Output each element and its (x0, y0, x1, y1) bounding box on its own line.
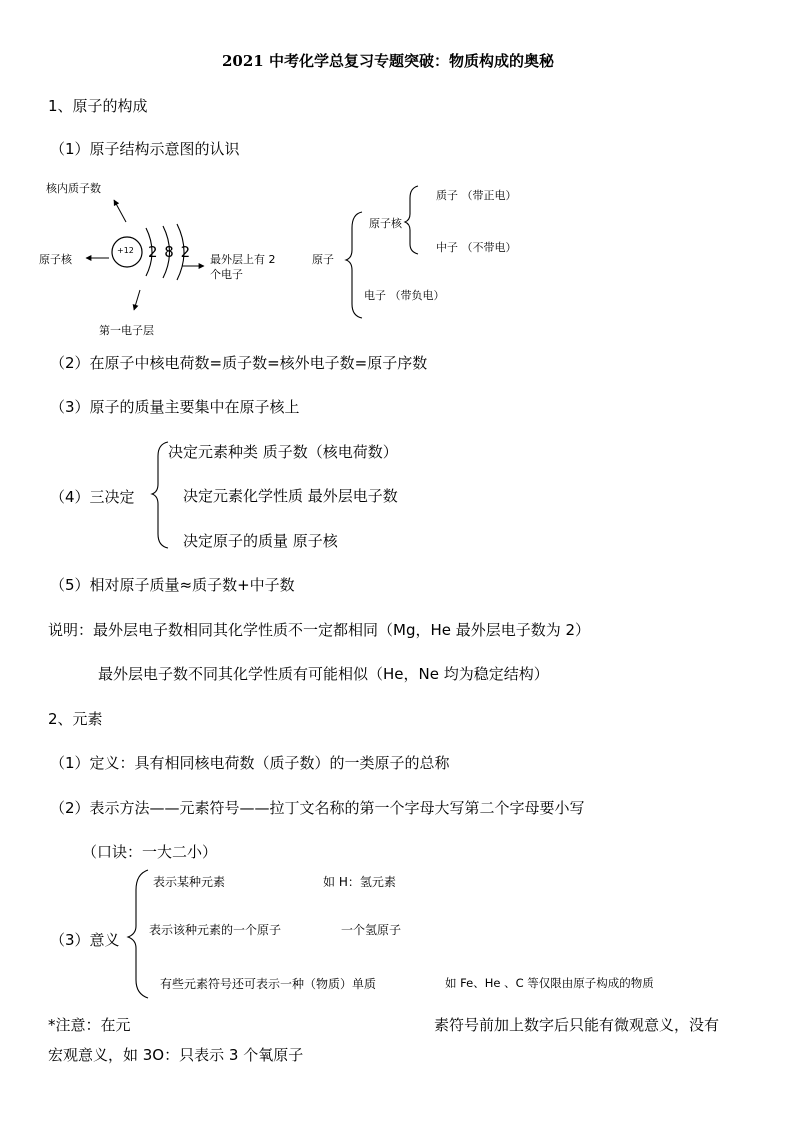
paragraph-notation: （2）表示方法——元素符号——拉丁文名称的第一个字母大写第二个字母要小写 (50, 799, 585, 817)
paragraph-mass-nucleus: （3）原子的质量主要集中在原子核上 (50, 398, 300, 416)
page-title: 2021 中考化学总复习专题突破：物质构成的奥秘 (222, 52, 554, 70)
brace-atom (346, 212, 362, 318)
tree-proton: 质子 （带正电） (436, 189, 517, 202)
tree-root-atom: 原子 (312, 253, 334, 266)
decision-item-3: 决定原子的质量 原子核 (183, 532, 338, 550)
tree-neutron: 中子 （不带电） (436, 241, 517, 254)
section-heading-atom: 1、原子的构成 (48, 97, 148, 115)
brace-meaning (128, 870, 148, 998)
attention-text-a: *注意：在元 (48, 1016, 131, 1034)
note-line-2: 最外层电子数不同其化学性质有可能相似（He，Ne 均为稳定结构） (98, 665, 549, 683)
note-line-1: 说明：最外层电子数相同其化学性质不一定都相同（Mg，He 最外层电子数为 2） (48, 621, 591, 639)
mnemonic-tip: （口诀：一大二小） (82, 843, 218, 861)
shell-electron-numbers: 2 8 2 (148, 243, 192, 261)
arrow-first-layer (134, 290, 140, 310)
meaning-item-1-example: 如 H：氢元素 (323, 875, 396, 889)
label-outer-shell-2: 个电子 (210, 268, 243, 281)
attention-text-c: 宏观意义，如 3O：只表示 3 个氧原子 (48, 1046, 304, 1064)
paragraph-definition: （1）定义：具有相同核电荷数（质子数）的一类原子的总称 (50, 754, 450, 772)
paragraph-relative-mass: （5）相对原子质量≈质子数+中子数 (50, 576, 295, 594)
tree-nucleus: 原子核 (369, 217, 402, 230)
label-first-layer: 第一电子层 (99, 324, 154, 337)
three-decisions-label: （4）三决定 (50, 488, 135, 506)
arrow-protons (114, 200, 126, 222)
meaning-item-2-text: 表示该种元素的一个原子 (149, 923, 282, 937)
paragraph-structure-diagram: （1）原子结构示意图的认识 (50, 140, 240, 158)
label-nucleus: 原子核 (39, 253, 72, 266)
meaning-item-2-example: 一个氢原子 (341, 923, 402, 937)
meaning-item-3-example: 如 Fe、He 、C 等仅限由原子构成的物质 (445, 976, 654, 990)
paragraph-charge-equality: （2）在原子中核电荷数=质子数=核外电子数=原子序数 (50, 354, 428, 372)
section-heading-element: 2、元素 (48, 710, 103, 728)
brace-nucleus (405, 186, 418, 254)
label-protons: 核内质子数 (46, 182, 101, 195)
tree-electron: 电子 （带负电） (364, 289, 445, 302)
meaning-item-1-text: 表示某种元素 (153, 875, 226, 889)
nucleus-charge: +12 (117, 246, 134, 255)
meaning-label: （3）意义 (50, 931, 120, 949)
attention-text-b: 素符号前加上数字后只能有微观意义，没有 (434, 1016, 720, 1034)
decision-item-1: 决定元素种类 质子数（核电荷数） (168, 443, 398, 461)
decision-item-2: 决定元素化学性质 最外层电子数 (183, 487, 398, 505)
brace-three-decisions (152, 442, 168, 548)
label-outer-shell-1: 最外层上有 2 (210, 253, 276, 266)
meaning-item-3-text: 有些元素符号还可表示一种（物质）单质 (160, 977, 377, 991)
